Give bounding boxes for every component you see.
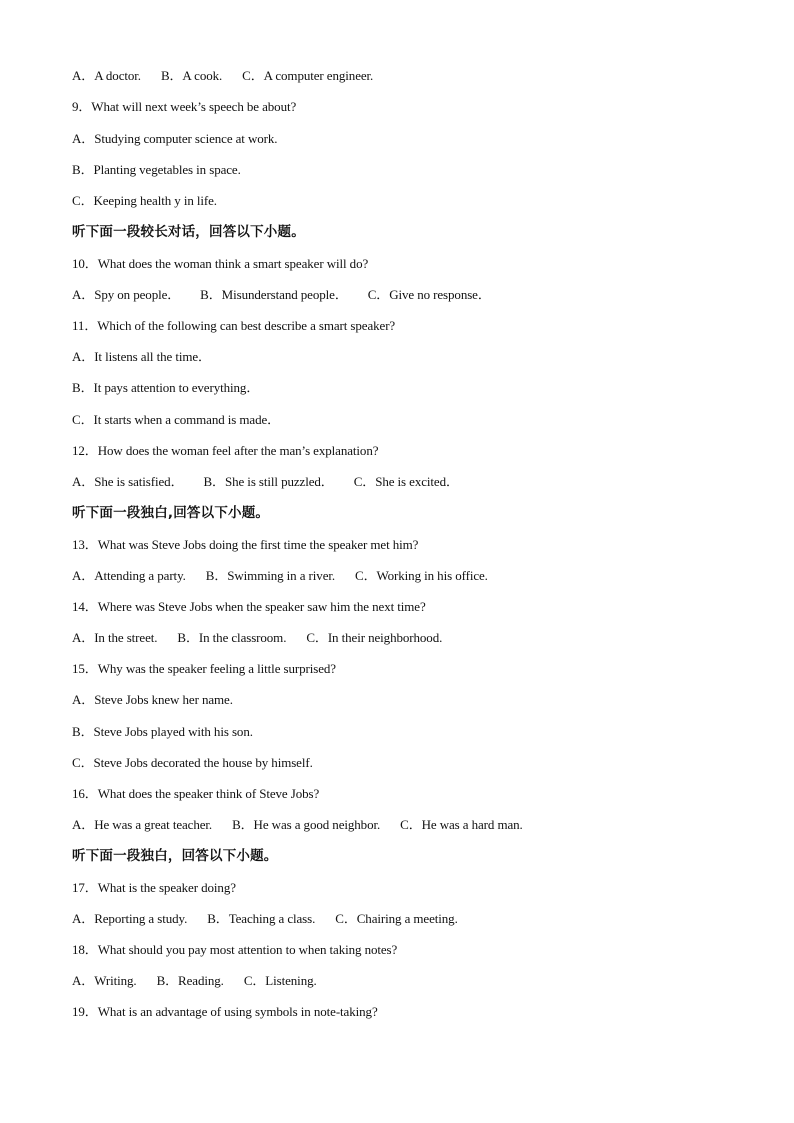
answer-options-q18 <box>72 971 317 991</box>
question-14: 14．Where was Steve Jobs when the speaker saw him the next time? <box>72 599 426 614</box>
option-b: B．She is still puzzled． <box>203 474 334 489</box>
answer-options-q12 <box>72 472 459 492</box>
option-a: A．A doctor. <box>72 68 141 83</box>
option-b: B．Swimming in a river. <box>205 568 336 583</box>
question-17: 17．What is the speaker doing? <box>72 880 236 895</box>
option-a: A．In the street. <box>72 630 158 645</box>
option-b: B．In the classroom. <box>177 630 287 645</box>
option-a: A．Spy on people． <box>72 287 181 302</box>
answer-options-q8 <box>72 66 373 86</box>
option-c: C．Keeping health y in life. <box>72 193 217 208</box>
question-11: 11．Which of the following can best describe a smart speaker? <box>72 318 396 333</box>
answer-options-q10 <box>72 285 491 305</box>
section-heading: 听下面一段独白,回答以下小题。 <box>72 505 270 521</box>
option-b: B．Teaching a class. <box>207 911 316 926</box>
option-c: C．A computer engineer. <box>242 68 374 83</box>
option-a: A．Reporting a study. <box>72 911 188 926</box>
question-10: 10．What does the woman think a smart speaker will do? <box>72 256 369 271</box>
option-a: A．Writing. <box>72 973 137 988</box>
option-b: B．It pays attention to everything． <box>72 380 260 395</box>
option-c: C．Steve Jobs decorated the house by himself. <box>72 755 313 770</box>
option-a: A．She is satisfied． <box>72 474 184 489</box>
option-a: A．Attending a party. <box>72 568 186 583</box>
option-b: B．He was a good neighbor. <box>232 817 381 832</box>
option-c: C．In their neighborhood. <box>306 630 443 645</box>
option-b: B．A cook. <box>160 68 223 83</box>
option-a: A．He was a great teacher. <box>72 817 213 832</box>
option-a: A．It listens all the time． <box>72 349 211 364</box>
option-a: A．Studying computer science at work. <box>72 131 278 146</box>
option-c: C．He was a hard man. <box>400 817 523 832</box>
option-c: C．She is excited． <box>353 474 459 489</box>
option-c: C．It starts when a command is made． <box>72 412 281 427</box>
answer-options-q16 <box>72 815 523 835</box>
option-c: C．Chairing a meeting. <box>335 911 458 926</box>
question-16: 16．What does the speaker think of Steve Jobs? <box>72 786 320 801</box>
question-12: 12．How does the woman feel after the man’s explanation? <box>72 443 379 458</box>
option-b: B．Reading. <box>156 973 224 988</box>
question-19: 19．What is an advantage of using symbols in note-taking? <box>72 1004 378 1019</box>
question-18: 18．What should you pay most attention to when taking notes? <box>72 942 398 957</box>
option-a: A．Steve Jobs knew her name. <box>72 692 233 707</box>
option-c: C．Working in his office. <box>355 568 488 583</box>
option-b: B．Misunderstand people． <box>200 287 348 302</box>
option-c: C．Give no response． <box>367 287 491 302</box>
question-13: 13．What was Steve Jobs doing the first time the speaker met him? <box>72 537 419 552</box>
section-heading: 听下面一段独白，回答以下小题。 <box>72 848 278 864</box>
option-c: C．Listening. <box>243 973 317 988</box>
answer-options-q13 <box>72 566 488 586</box>
answer-options-q17 <box>72 909 458 929</box>
question-15: 15．Why was the speaker feeling a little surprised? <box>72 661 336 676</box>
answer-options-q14 <box>72 628 442 648</box>
option-b: B．Steve Jobs played with his son. <box>72 724 253 739</box>
section-heading: 听下面一段较长对话，回答以下小题。 <box>72 224 305 240</box>
option-b: B．Planting vegetables in space. <box>72 162 241 177</box>
question-9: 9．What will next week’s speech be about? <box>72 99 297 114</box>
